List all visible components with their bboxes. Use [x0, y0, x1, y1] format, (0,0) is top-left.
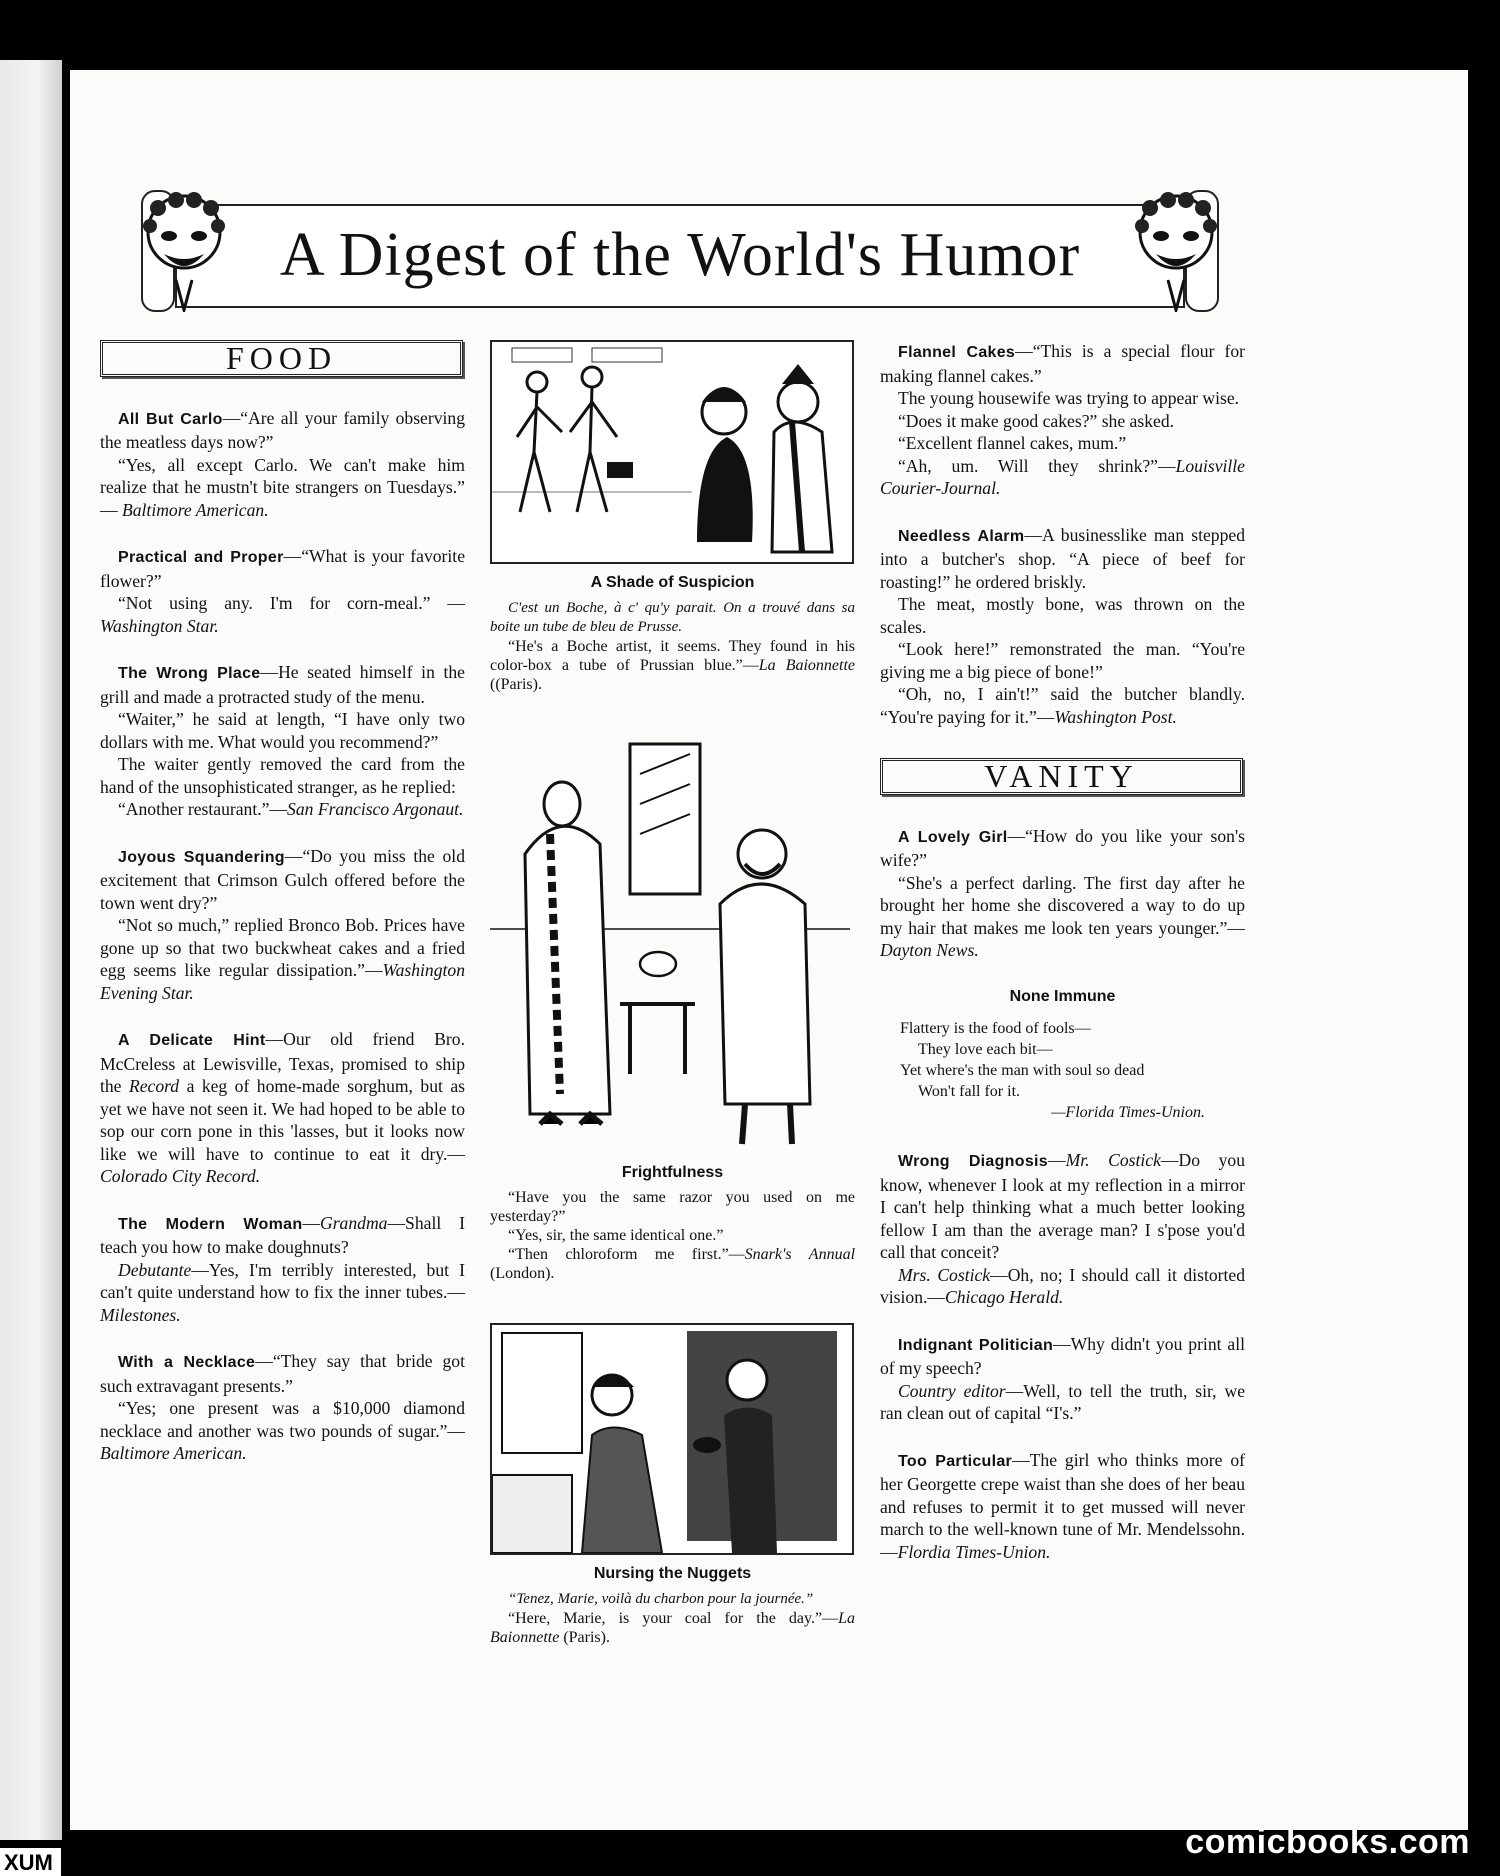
joke-title: Indignant Politician	[898, 1336, 1054, 1354]
caption-source-place: ((Paris).	[490, 675, 542, 693]
joke-text: The waiter gently removed the card from the hand of the unsophisticated stranger, as he replied:	[100, 754, 465, 797]
cartoon-caption-french: C'est un Boche, à c' qu'y parait. On a trouvé dans sa boite un tube de bleu de Prusse.	[490, 599, 855, 635]
joke-emphasis: Mr. Costick	[1065, 1150, 1161, 1170]
joke-text: —Why didn't you print all of my speech?	[880, 1333, 1245, 1378]
joke-text: —Well, to tell the truth, sir, we ran clean out of capital “I's.”	[880, 1380, 1246, 1423]
joke-item	[880, 825, 1245, 962]
cartoon-caption-line: “Yes, sir, the same identical one.”	[508, 1227, 724, 1244]
section-heading-food: FOOD	[100, 340, 463, 377]
poem-title: None Immune	[1009, 987, 1116, 1005]
cartoon-caption-line: “Have you the same razor you used on me yesterday?”	[490, 1189, 855, 1225]
joke-item	[100, 1212, 465, 1327]
column-food	[100, 340, 465, 1489]
joke-text: “Yes; one present was a $10,000 diamond necklace and another was two pounds of sugar.”—	[100, 1398, 465, 1441]
joke-item	[880, 1149, 1245, 1309]
cartoon-caption-french: “Tenez, Marie, voilà du charbon pour la journée.”	[508, 1590, 814, 1607]
caption-text: “Here, Marie, is your coal for the day.”—	[508, 1609, 839, 1627]
section-heading-vanity: VANITY	[880, 758, 1243, 795]
cartoon-soldiers-illustration	[490, 340, 854, 564]
joke-item	[100, 1350, 465, 1465]
caption-text: “Then chloroform me first.”—	[508, 1246, 745, 1263]
joke-text: —Our old friend Bro. McCreless at Lewisville, Texas, promised to ship the	[100, 1029, 465, 1096]
joke-text: “Another restaurant.”—	[118, 799, 288, 819]
joke-title: A Delicate Hint	[118, 1032, 266, 1049]
cartoon-barber-illustration	[490, 734, 850, 1154]
joke-item	[100, 845, 465, 1005]
joke-text: —	[1047, 1150, 1066, 1170]
joke-title: All But Carlo	[118, 410, 223, 428]
joke-source: Dayton News.	[880, 940, 979, 960]
cartoon-caption-line	[490, 1245, 855, 1283]
page-title: A Digest of the World's Humor	[279, 221, 1081, 289]
joke-source: Washington Evening Star.	[100, 960, 465, 1003]
joke-text: —He seated himself in the grill and made a protracted study of the menu.	[100, 662, 465, 707]
joke-text: —	[302, 1212, 320, 1233]
joke-emphasis: Mrs. Costick	[898, 1264, 991, 1285]
joke-text: “Not using any. I'm for corn-meal.” —	[118, 593, 465, 613]
caption-source: La Baionnette	[490, 1609, 855, 1646]
joke-title: Too Particular	[898, 1452, 1013, 1470]
joke-title: Wrong Diagnosis	[898, 1153, 1048, 1170]
joke-text: —The girl who thinks more of her Georgette crepe waist than she does of her beau and refuses to permit it to get mussed will never march to the well-known tune of Mr. Mendelssohn.—	[880, 1449, 1245, 1562]
joke-text: —Shall I teach you how to make doughnuts?	[100, 1212, 465, 1257]
joke-text: “Oh, no, I ain't!” said the butcher blandly. “You're paying for it.”—	[880, 684, 1245, 727]
joke-title: Practical and Proper	[118, 549, 284, 566]
caption-source-place: (London).	[490, 1265, 555, 1282]
joke-text: —“This is a special flour for making flannel cakes.”	[880, 341, 1245, 386]
cartoon-caption-title: Nursing the Nuggets	[593, 1565, 752, 1582]
joke-title: With a Necklace	[118, 1354, 256, 1371]
joke-item	[100, 1028, 465, 1188]
joke-source: Milestones.	[100, 1304, 181, 1325]
cartoon-caption-english	[490, 637, 855, 694]
poem-line: Flattery is the food of fools—	[900, 1020, 1091, 1037]
cartoon-caption-english	[490, 1609, 855, 1647]
joke-text: a keg of home-made sorghum, but as yet we have not seen it. We had hoped to be able to sop our corn pone in this 'lasses, but it looks now like we will have to continue to eat it dry.—	[100, 1076, 465, 1164]
joke-source: Colorado City Record.	[100, 1166, 261, 1186]
caption-source: Snark's Annual	[744, 1246, 856, 1263]
joke-source: Louisville Courier-Journal.	[880, 455, 1245, 498]
joke-emphasis: Debutante	[118, 1259, 192, 1280]
joke-text: “Not so much,” replied Bronco Bob. Prices have gone up so that two buckwheat cakes and a fried egg seems like regular dissipation.”—	[100, 915, 465, 980]
joke-item	[100, 407, 465, 522]
site-watermark: comicbooks.com	[1185, 1823, 1470, 1861]
joke-text: “Does it make good cakes?” she asked.	[898, 410, 1175, 431]
column-cartoons	[490, 340, 855, 1647]
adjacent-page-edge	[0, 60, 62, 1840]
cartoon-caption-title: A Shade of Suspicion	[590, 574, 755, 591]
joke-text: “Ah, um. Will they shrink?”—	[898, 455, 1176, 476]
joke-emphasis: Country editor	[898, 1380, 1006, 1401]
joke-source: San Francisco Argonaut.	[287, 799, 464, 819]
poem	[900, 1018, 1245, 1123]
joke-text: The meat, mostly bone, was thrown on the scales.	[880, 594, 1245, 637]
poem-line: They love each bit—	[918, 1041, 1053, 1058]
joke-text: —“They say that bride got such extravagant presents.”	[100, 1351, 465, 1396]
joke-source: Flordia Times-Union.	[897, 1541, 1051, 1562]
joke-item	[100, 545, 465, 637]
joke-text: —“What is your favorite flower?”	[100, 546, 466, 591]
column-vanity	[880, 340, 1245, 1587]
joke-text: “She's a perfect darling. The first day after he brought her home she discovered a way to do up my hair that makes me look ten years younger.”—	[880, 872, 1245, 938]
joke-title: A Lovely Girl	[898, 828, 1008, 846]
corner-label: XUM	[0, 1848, 61, 1876]
joke-text: —“Do you miss the old excitement that Crimson Gulch offered before the town went dry?”	[100, 845, 465, 913]
joke-item	[880, 340, 1245, 500]
joke-source: Washington Star.	[100, 615, 219, 636]
joke-source: Baltimore American.	[100, 1443, 247, 1463]
joke-title: The Wrong Place	[118, 665, 261, 682]
header-banner	[100, 110, 1260, 310]
joke-title: Joyous Squandering	[118, 848, 285, 866]
joke-item	[880, 1333, 1245, 1425]
joke-emphasis: Record	[128, 1076, 180, 1096]
caption-text: “He's a Boche artist, it seems. They found in his color-box a tube of Prussian blue.”—	[490, 637, 855, 674]
joke-title: Flannel Cakes	[898, 344, 1016, 361]
joke-title: Needless Alarm	[898, 527, 1025, 545]
joke-text: “Waiter,” he said at length, “I have only two dollars with me. What would you recommend?”	[100, 709, 465, 752]
cartoon-kitchen-illustration	[490, 1323, 854, 1555]
poem-attribution: —Florida Times-Union.	[1051, 1104, 1205, 1121]
joke-text: “Look here!” remonstrated the man. “You're giving me a big piece of bone!”	[880, 639, 1245, 682]
joke-emphasis: Grandma	[320, 1212, 388, 1233]
cartoon-caption-title: Frightfulness	[621, 1163, 724, 1181]
joke-text: —“Are all your family observing the meatless days now?”	[100, 407, 465, 452]
joke-source: Washington Post.	[1054, 706, 1177, 727]
joke-text: —“How do you like your son's wife?”	[880, 825, 1245, 870]
joke-title: The Modern Woman	[118, 1215, 303, 1233]
poem-line: Won't fall for it.	[918, 1083, 1021, 1100]
joke-item	[880, 524, 1245, 729]
joke-text: “Excellent flannel cakes, mum.”	[898, 433, 1127, 453]
joke-text: —Do you know, whenever I look at my reflection in a mirror I can't help thinking what a much better looking fellow I am than the average man? I s'pose you'd call that conceit?	[880, 1150, 1246, 1262]
joke-text: —A businesslike man stepped into a butcher's shop. “A piece of beef for roasting!” he ordered briskly.	[880, 524, 1245, 592]
poem-line: Yet where's the man with soul so dead	[900, 1062, 1145, 1079]
joke-text: The young housewife was trying to appear wise.	[898, 388, 1240, 408]
caption-source: La Baionnette	[758, 656, 855, 674]
caption-source-place: (Paris).	[559, 1628, 610, 1646]
joke-text: “Yes, all except Carlo. We can't make him realize that he mustn't bite strangers on Tuesdays.” —	[100, 454, 465, 520]
joke-item	[100, 661, 465, 821]
joke-text: —Oh, no; I should call it distorted vision.—	[880, 1264, 1245, 1307]
joke-item	[880, 1449, 1245, 1564]
joke-source: Baltimore American.	[122, 499, 269, 520]
joke-source: Chicago Herald.	[945, 1287, 1064, 1307]
joke-text: —Yes, I'm terribly interested, but I can't quite understand how to fix the inner tubes.—	[100, 1259, 465, 1302]
